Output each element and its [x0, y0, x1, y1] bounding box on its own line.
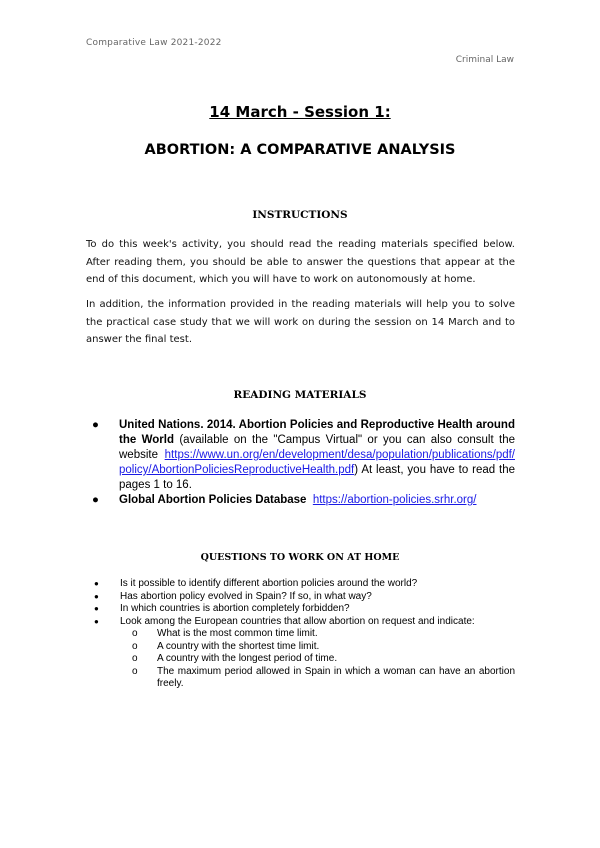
reading-text: (available on the "Campus Virtual" or you can also consult the website — [119, 434, 515, 461]
bullet-icon: ● — [94, 579, 99, 588]
bullet-icon: ● — [94, 616, 99, 626]
question-text: Is it possible to identify different abortion policies around the world? — [120, 578, 418, 589]
instructions-heading: INSTRUCTIONS — [252, 209, 348, 221]
sub-list-item — [86, 666, 515, 691]
subquestion-text: The maximum period allowed in Spain in which a woman can have an abortion freely. — [157, 665, 515, 689]
instructions-paragraph: To do this week's activity, you should read the reading materials specified below. After reading them, you should be able to answer the questions that appear at the end of this document, which you will have to work on autonomously at home. — [86, 239, 515, 285]
header-subject: Criminal Law — [455, 55, 514, 65]
list-item — [86, 418, 515, 493]
list-item — [86, 578, 515, 591]
subquestion-text: What is the most common time limit. — [157, 628, 318, 639]
reading-text: ) At least, you have to read the pages 1 to 16. — [119, 464, 515, 491]
bullet-icon: ● — [92, 494, 99, 506]
question-text: Has abortion policy evolved in Spain? If so, in what way? — [120, 590, 372, 602]
sub-list-item — [86, 641, 515, 654]
question-text: Look among the European countries that allow abortion on request and indicate: — [120, 615, 475, 627]
reading-heading: READING MATERIALS — [233, 389, 367, 401]
sub-list-item — [86, 653, 515, 666]
circle-bullet-icon: o — [132, 665, 138, 677]
subquestion-text: A country with the shortest time limit. — [157, 640, 320, 652]
reading-title: Global Abortion Policies Database — [119, 494, 307, 506]
topic-title: ABORTION: A COMPARATIVE ANALYSIS — [144, 142, 456, 158]
bullet-icon: ● — [94, 591, 99, 601]
circle-bullet-icon: o — [132, 628, 138, 639]
subquestion-text: A country with the longest period of time. — [157, 653, 338, 664]
abortion-policies-link[interactable]: https://abortion-policies.srhr.org/ — [312, 494, 477, 506]
question-text: In which countries is abortion completely forbidden? — [120, 603, 350, 614]
circle-bullet-icon: o — [132, 640, 138, 652]
list-item — [86, 493, 515, 508]
bullet-icon: ● — [94, 604, 99, 613]
reading-title: United Nations. 2014. Abortion Policies and Reproductive Health around the World — [119, 419, 515, 446]
list-item — [86, 603, 515, 616]
list-item — [86, 591, 515, 604]
bullet-icon: ● — [92, 419, 99, 431]
un-report-link[interactable]: https://www.un.org/en/development/desa/population/publications/pdf/policy/AbortionPoliciesReproductiveHealth.pdf — [119, 449, 515, 476]
circle-bullet-icon: o — [132, 653, 138, 664]
header-course: Comparative Law 2021-2022 — [86, 38, 222, 48]
instructions-paragraph: In addition, the information provided in the reading materials will help you to solve the practical case study that we will work on during the session on 14 March and to answer the final test. — [86, 299, 515, 345]
questions-list — [86, 578, 515, 691]
questions-heading: QUESTIONS TO WORK ON AT HOME — [200, 552, 400, 563]
sub-list-item — [86, 628, 515, 641]
reading-list — [86, 418, 515, 508]
list-item — [86, 616, 515, 629]
session-title: 14 March - Session 1: — [209, 103, 391, 121]
